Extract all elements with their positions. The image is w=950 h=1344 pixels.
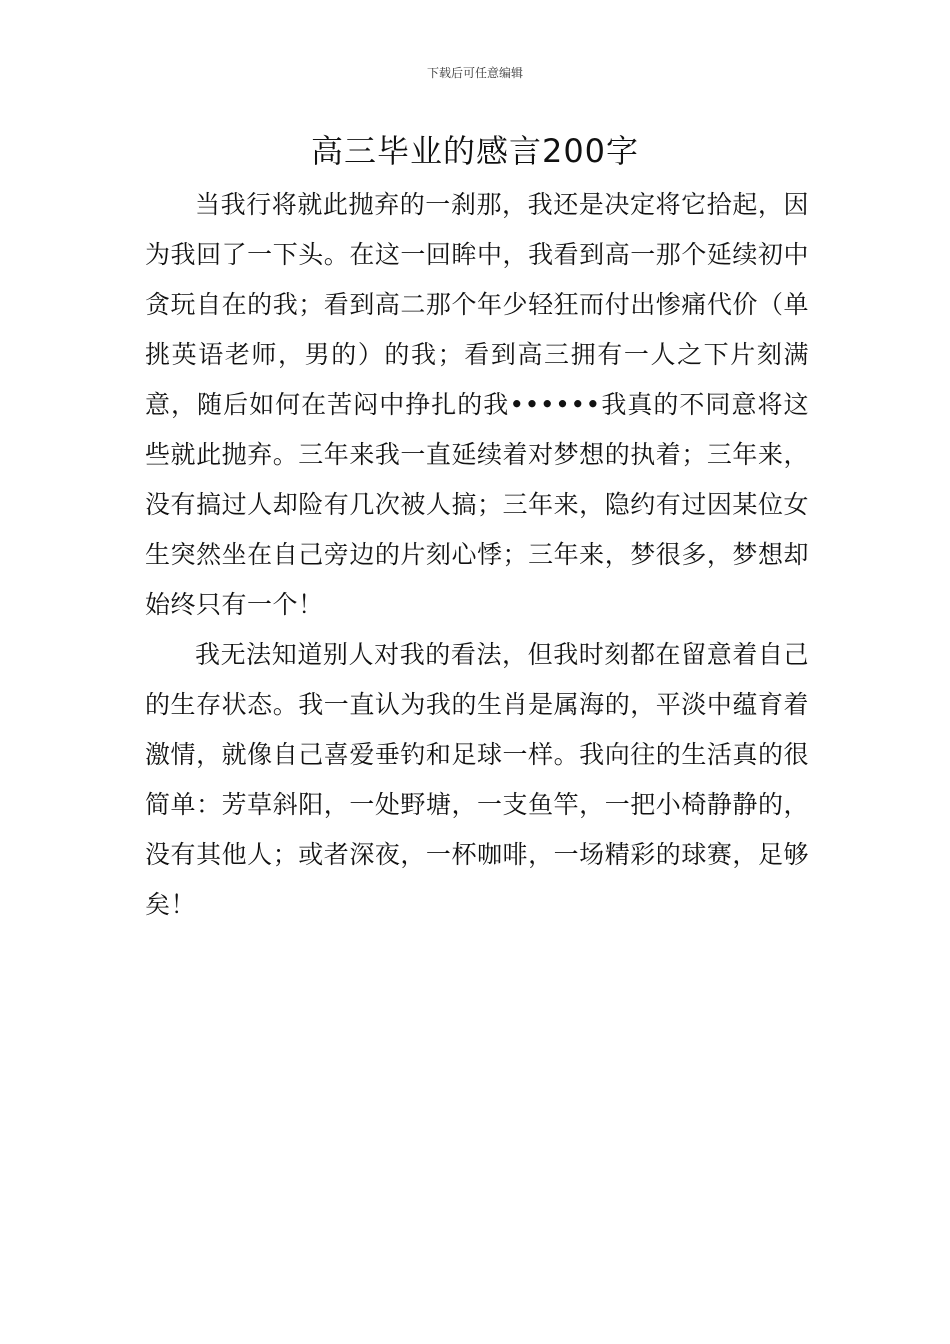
document-body [145,180,809,930]
document-title: 高三毕业的感言200字 [310,132,640,170]
paragraph-2: 我无法知道别人对我的看法，但我时刻都在留意着自己的生存状态。我一直认为我的生肖是属海的，平淡中蕴育着激情，就像自己喜爱垂钓和足球一样。我向往的生活真的很简单：芳草斜阳，一处野塘，一支鱼竿，一把小椅静静的，没有其他人；或者深夜，一杯咖啡，一场精彩的球赛，足够矣！ [145,640,809,919]
paragraph-1: 当我行将就此抛弃的一刹那，我还是决定将它拾起，因为我回了一下头。在这一回眸中，我看到高一那个延续初中贪玩自在的我；看到高二那个年少轻狂而付出惨痛代价（单挑英语老师，男的）的我；看到高三拥有一人之下片刻满意，随后如何在苦闷中挣扎的我••••••我真的不同意将这些就此抛弃。三年来我一直延续着对梦想的执着；三年来，没有搞过人却险有几次被人搞；三年来，隐约有过因某位女生突然坐在自己旁边的片刻心悸；三年来，梦很多，梦想却始终只有一个！ [145,190,809,619]
header-note: 下载后可任意编辑 [426,66,523,80]
